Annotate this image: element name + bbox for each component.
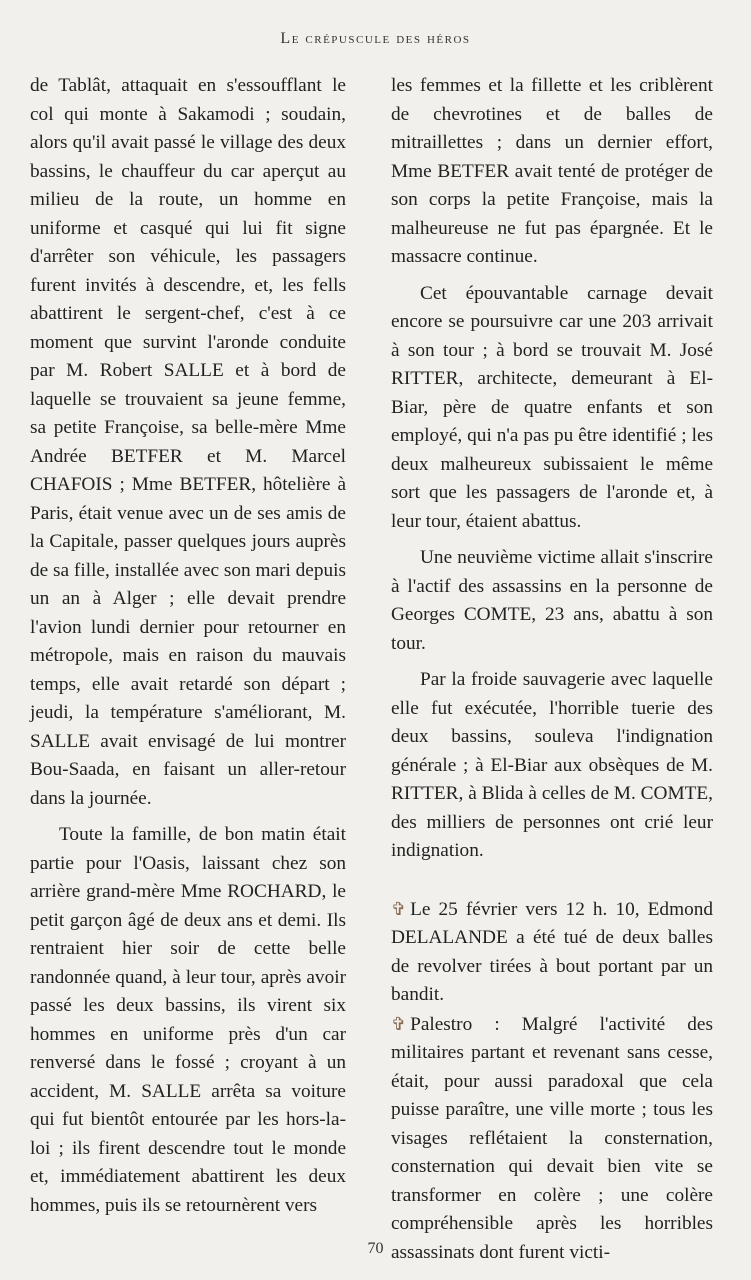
paragraph: Toute la famille, de bon matin était partie pour l'Oasis, laissant chez son arrière grand-mère Mme ROCHARD, le petit garçon âgé de deux ans et demi. Ils rentraient hier soir de cette belle randonnée quand, à leur tour, après avoir passé les deux bassins, ils virent six hommes en uniforme près d'un car renversé dans le fossé ; croyant à un accident, M. SALLE arrêta sa voiture qui fut bientôt entourée par les hors-la-loi ; ils firent descendre tout le monde et, immédiatement abattirent les deux hommes, puis ils se retournèrent vers (30, 824, 346, 1216)
cross-icon: ✞ (391, 1013, 407, 1034)
paragraph: les femmes et la fillette et les criblèrent de chevrotines et de balles de mitraillettes ; dans un dernier effort, Mme BETFER avait tenté de protéger de son corps la petite Françoise, mais la malheureuse ne fut pas épargnée. Et le massacre continue. (391, 75, 713, 267)
paragraph: de Tablât, attaquait en s'essoufflant le col qui monte à Sakamodi ; soudain, alors qu'il avait passé le village des deux bassins, le chauffeur du car aperçut au milieu de la route, un homme en uniforme et casqué qui lui fit signe d'arrêter son véhicule, les passagers furent invités à descendre, et, les fells abattirent le sergent-chef, c'est à ce moment que survint l'aronde conduite par M. Robert SALLE et à bord de laquelle se trouvaient sa jeune femme, sa petite Françoise, sa belle-mère Mme Andrée BETFER et M. Marcel CHAFOIS ; Mme BETFER, hôtelière à Paris, était venue avec un de ses amis de la Capitale, passer quelques jours auprès de sa fille, installée avec son mari depuis un an à Alger ; elle devait prendre l'avion lundi dernier pour retourner en métropole, mais en raison du mauvais temps, elle avait retardé son départ ; jeudi, la température s'améliorant, M. SALLE avait envisagé de lui montrer Bou-Saada, en faisant un aller-retour dans la journée. (30, 75, 346, 809)
cross-icon: ✞ (391, 898, 407, 919)
paragraph: Une neuvième victime allait s'inscrire à l'actif des assassins en la personne de Georges COMTE, 23 ans, abattu à son tour. (391, 547, 713, 654)
entry-text: Palestro : Malgré l'activité des militaires partant et revenant sans cesse, était, pour aussi paradoxal que cela puisse paraître, une ville morte ; tous les visages reflétaient la consternation, consternation qui devait bien vite se transformer en colère ; une colère compréhensible après les horribles assassinats dont furent victi- (391, 1013, 713, 1263)
running-header: Le crépuscule des héros (280, 30, 471, 47)
page-number: 70 (367, 1240, 384, 1257)
left-column (30, 72, 346, 1220)
paragraph: Cet épouvantable carnage devait encore se poursuivre car une 203 arrivait à son tour ; à bord se trouvait M. José RITTER, architecte, demeurant à El-Biar, père de quatre enfants et son employé, qui n'a pas pu être identifié ; les deux malheureux subissaient le même sort que les passagers de l'aronde et, à leur tour, étaient abattus. (391, 282, 713, 532)
paragraph: Par la froide sauvagerie avec laquelle elle fut exécutée, l'horrible tuerie des deux bassins, souleva l'indignation générale ; à El-Biar aux obsèques de M. RITTER, à Blida à celles de M. COMTE, des milliers de personnes ont crié leur indignation. (391, 669, 713, 861)
list-item (391, 895, 713, 1010)
entry-text: Le 25 février vers 12 h. 10, Edmond DELALANDE a été tué de deux balles de revolver tirées à bout portant par un bandit. (391, 898, 713, 1005)
right-column (391, 72, 713, 1267)
list-item (391, 1010, 713, 1268)
